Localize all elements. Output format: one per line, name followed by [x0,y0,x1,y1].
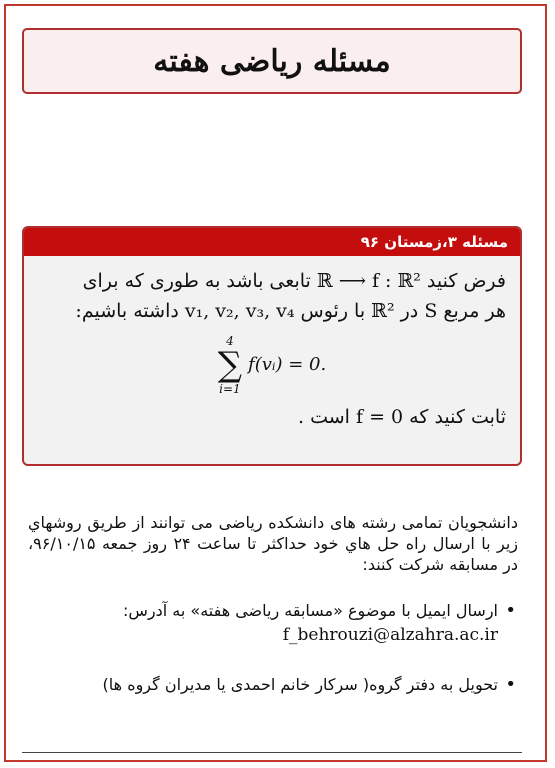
problem-body [24,256,520,432]
summation-lower-limit: i=1 [219,382,241,396]
list-item [28,600,518,646]
summation-upper-limit: 4 [226,334,234,348]
email-method-text: ارسال ایمیل با موضوع «مسابقه ریاضی هفته» به آدرس: [122,601,498,620]
submission-methods-list [28,600,518,724]
email-address-link[interactable]: f_behrouzi@alzahra.ac.ir [282,625,498,645]
summation-expression: f(vᵢ) = 0. [248,354,327,375]
instructions-paragraph [28,512,518,575]
office-method-text: تحویل به دفتر گروه( سرکار خانم احمدی یا مدیران گروه ها) [102,675,498,694]
bottom-divider [22,752,522,753]
summation-equation [38,334,506,396]
instructions-text: دانشجویان تمامی رشته های دانشکده ریاضی می توانند از طریق روشهاي زیر با ارسال راه حل هاي خود حداکثر تا ساعت ۲۴ روز جمعه ۹۶/۱۰/۱۵، در مسابقه شرکت کنند: [28,513,519,574]
problem-statement-line-2: هر مربع S در ℝ² با رئوس v₁, v₂, v₃, v₄ داشته باشیم: [75,300,506,322]
problem-statement-line-1: فرض کنید ℝ ⟶ f : ℝ² تابعی باشد به طوری که برای [82,270,506,292]
page-title: مسئله ریاضی هفته [153,43,391,79]
problem-header: مسئله ۳،زمستان ۹۶ [24,228,520,256]
problem-box [22,226,522,466]
title-box [22,28,522,94]
problem-conclusion: ثابت کنید که f = 0 است . [298,406,506,428]
list-item [28,674,518,696]
summation-operator [218,334,242,396]
sigma-symbol: ∑ [217,345,243,385]
